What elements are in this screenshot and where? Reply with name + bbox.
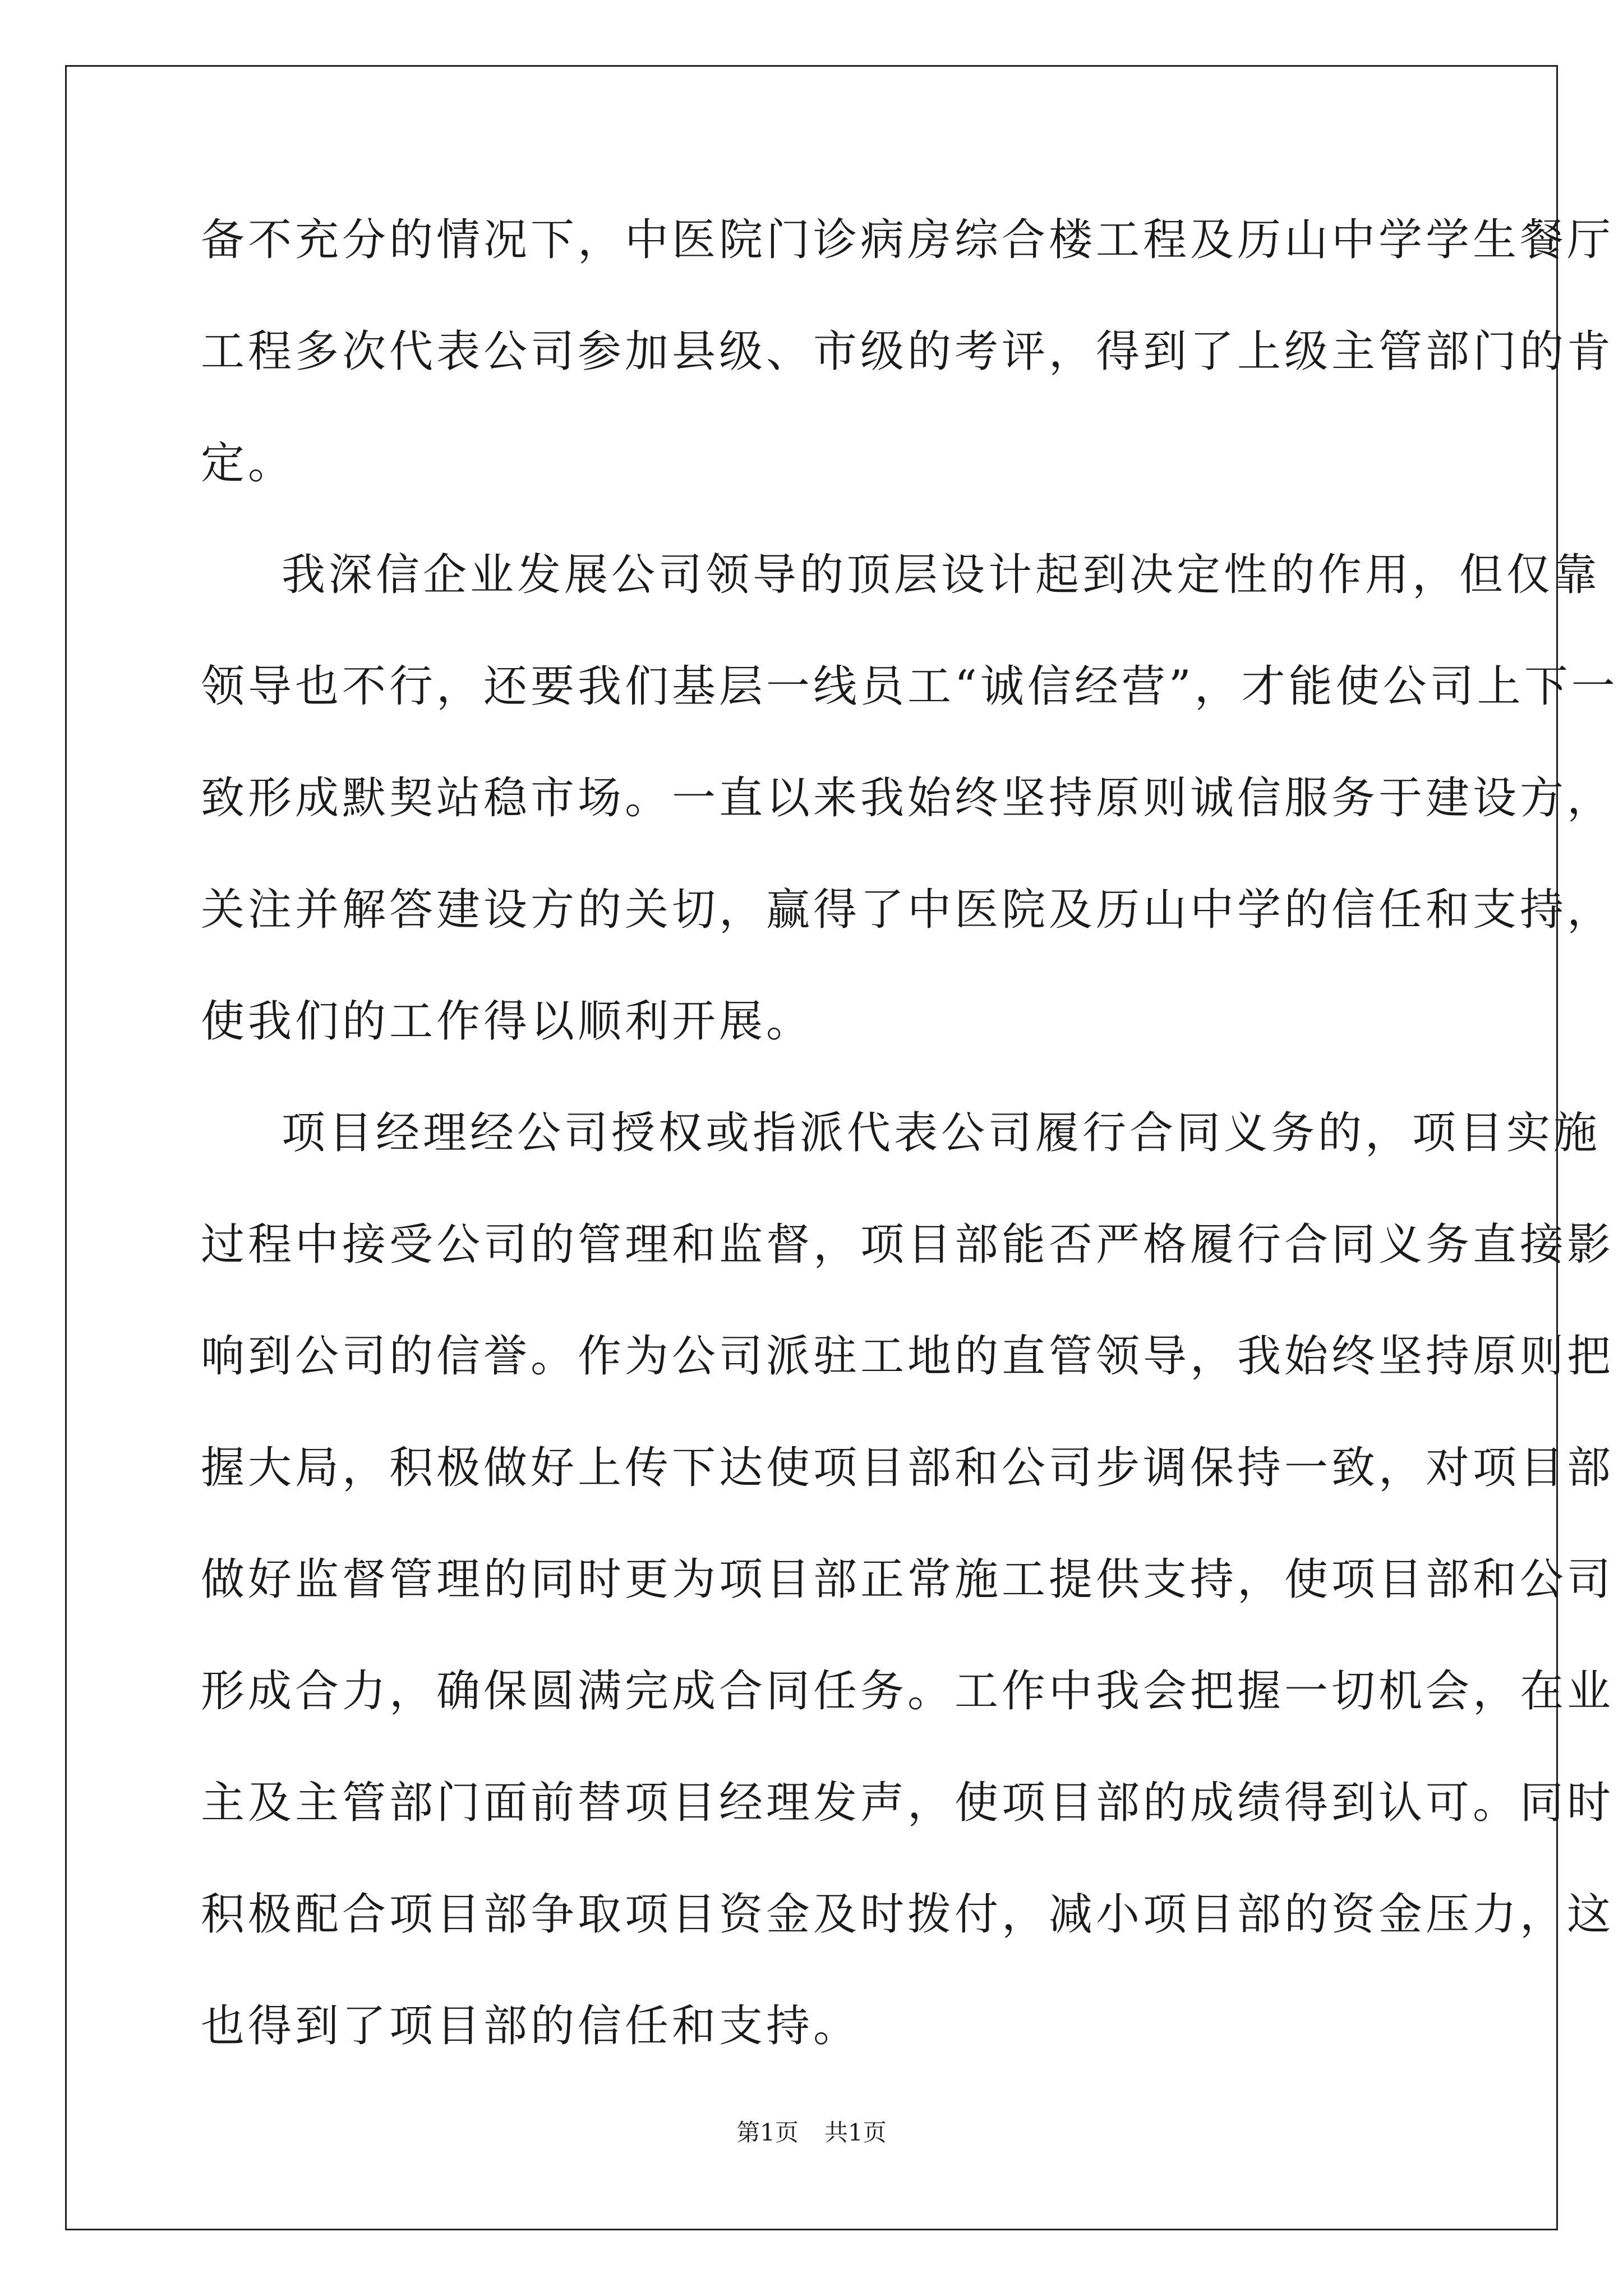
text-line: 致形成默契站稳市场。一直以来我始终坚持原则诚信服务于建设方，	[201, 773, 1615, 823]
text-line: 握大局，积极做好上传下达使项目部和公司步调保持一致，对项目部	[201, 1443, 1615, 1493]
text-line: 备不充分的情况下，中医院门诊病房综合楼工程及历山中学学生餐厅	[201, 215, 1615, 265]
text-line: 项目经理经公司授权或指派代表公司履行合同义务的，项目实施	[282, 1108, 1601, 1158]
text-line: 定。	[201, 438, 296, 489]
text-line: 关注并解答建设方的关切，赢得了中医院及历山中学的信任和支持，	[201, 885, 1615, 935]
page-footer	[0, 2119, 1623, 2147]
page-total: 共1页	[824, 2119, 887, 2146]
text-line: 领导也不行，还要我们基层一线员工“诚信经营”，才能使公司上下一	[201, 661, 1619, 712]
document-body	[201, 211, 1619, 2109]
page-number: 第1页	[736, 2119, 799, 2146]
text-line: 也得到了项目部的信任和支持。	[201, 2001, 861, 2051]
text-line: 形成合力，确保圆满完成合同任务。工作中我会把握一切机会，在业	[201, 1666, 1615, 1717]
text-line: 主及主管部门面前替项目经理发声，使项目部的成绩得到认可。同时	[201, 1778, 1615, 1828]
text-line: 工程多次代表公司参加县级、市级的考评，得到了上级主管部门的肯	[201, 326, 1615, 377]
text-line: 过程中接受公司的管理和监督，项目部能否严格履行合同义务直接影	[201, 1220, 1615, 1270]
text-line: 响到公司的信誉。作为公司派驻工地的直管领导，我始终坚持原则把	[201, 1331, 1615, 1382]
text-line: 使我们的工作得以顺利开展。	[201, 996, 814, 1047]
text-line: 积极配合项目部争取项目资金及时拨付，减小项目部的资金压力，这	[201, 1889, 1615, 1940]
text-line: 做好监督管理的同时更为项目部正常施工提供支持，使项目部和公司	[201, 1554, 1615, 1605]
text-line: 我深信企业发展公司领导的顶层设计起到决定性的作用，但仅靠	[282, 550, 1601, 600]
